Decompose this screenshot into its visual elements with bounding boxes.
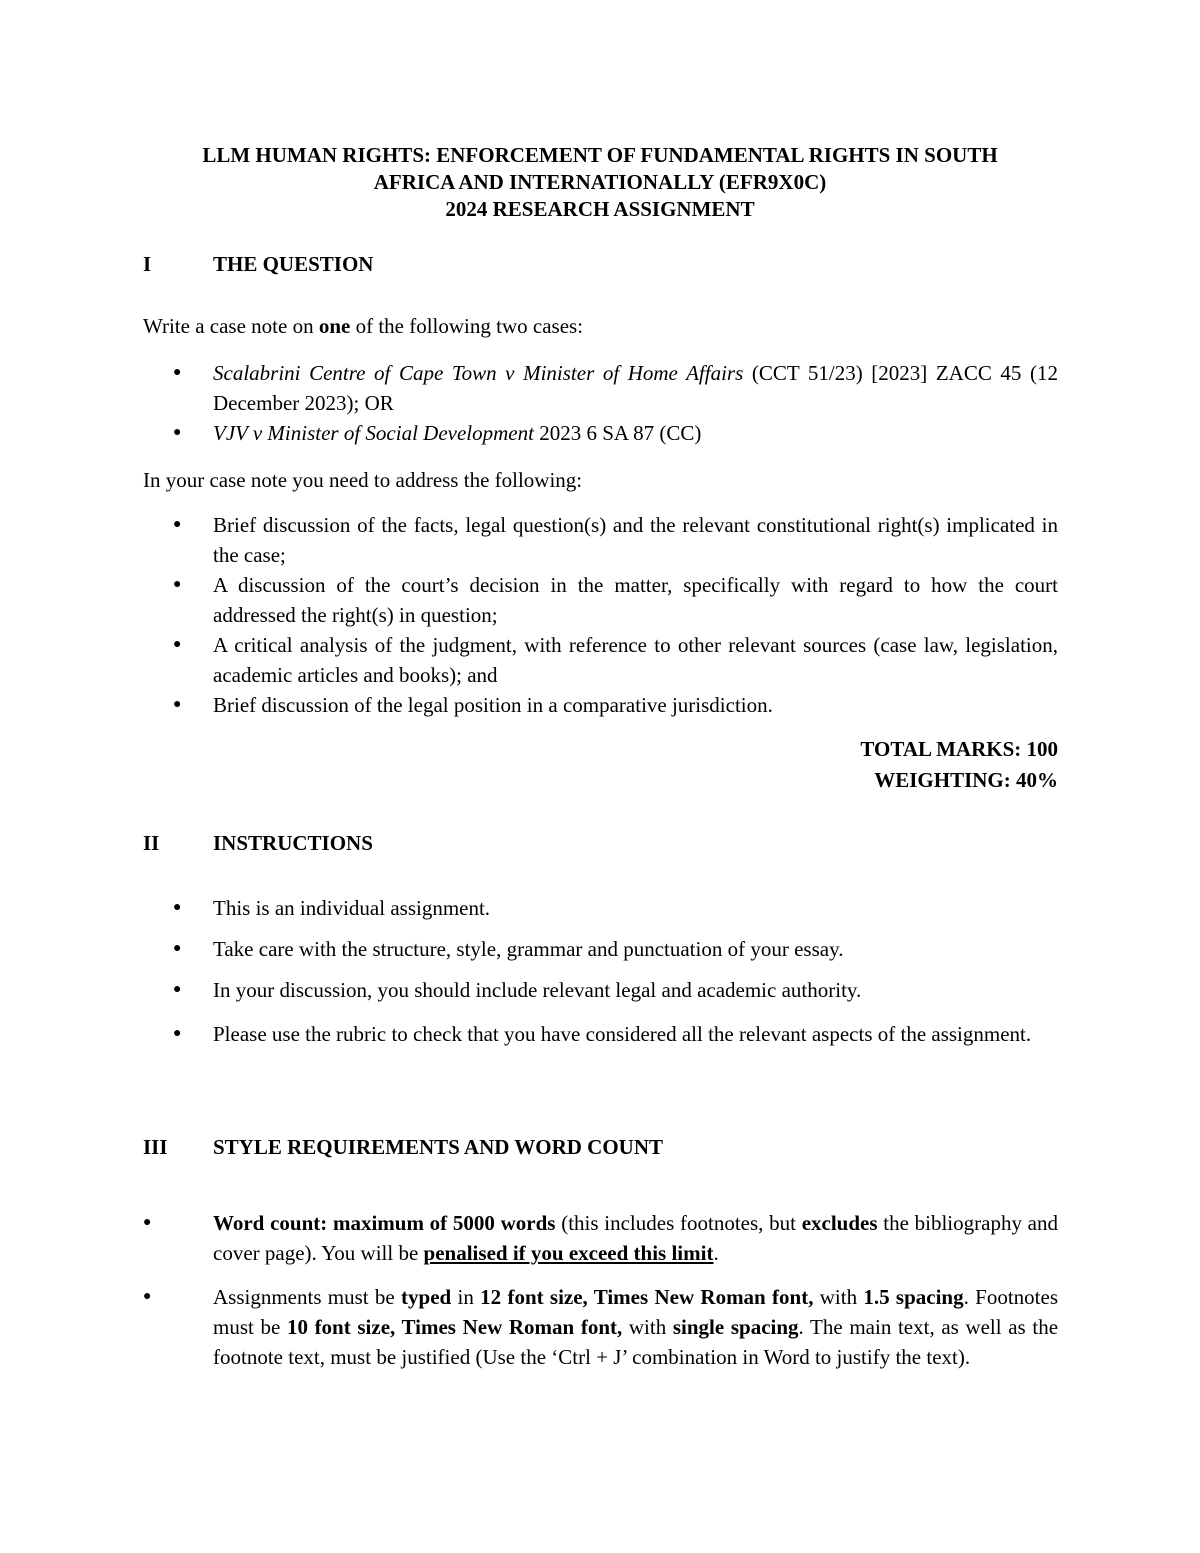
question-intro-text-end: of the following two cases: <box>350 314 584 338</box>
section-3-title: STYLE REQUIREMENTS AND WORD COUNT <box>213 1135 664 1159</box>
list-item-text: with <box>622 1315 673 1339</box>
emphasis-text: 10 font size, Times New Roman font, <box>286 1315 623 1339</box>
case-name: VJV v Minister of Social Development <box>213 421 534 445</box>
section-1-number: I <box>143 252 152 276</box>
list-item-text: . <box>713 1241 719 1265</box>
bullet-icon: ● <box>173 982 182 997</box>
section-1-heading <box>143 249 373 279</box>
list-item-text: Take care with the structure, style, grammar and punctuation of your essay. <box>213 937 844 961</box>
bullet-icon: ● <box>173 425 182 440</box>
total-marks: TOTAL MARKS: 100 <box>860 737 1058 761</box>
bullet-icon: ● <box>173 577 182 592</box>
list-item-text: A critical analysis of the judgment, with reference to other relevant sources (case law, legislation, academic articles and books); and <box>213 633 1058 687</box>
case-list <box>143 358 1058 448</box>
list-item-text: Brief discussion of the facts, legal question(s) and the relevant constitutional right(s) implicated in the case; <box>213 513 1058 567</box>
title-line-3: 2024 RESEARCH ASSIGNMENT <box>445 197 755 221</box>
instructions-list <box>143 893 1058 1063</box>
list-item <box>143 570 1058 630</box>
case-name: Scalabrini Centre of Cape Town v Minister of Home Affairs <box>213 361 744 385</box>
list-item <box>143 1282 1058 1372</box>
list-item-text: with <box>813 1285 864 1309</box>
style-requirements-list <box>143 1208 1058 1372</box>
bullet-icon: ● <box>173 365 182 380</box>
list-item <box>143 1016 1058 1052</box>
list-item <box>143 690 1058 720</box>
list-item <box>143 630 1058 690</box>
list-item-text: in <box>451 1285 481 1309</box>
list-item <box>143 358 1058 418</box>
list-item <box>143 934 1058 964</box>
list-item-text: Please use the rubric to check that you have considered all the relevant aspects of the assignment. <box>213 1022 1032 1046</box>
section-3-heading <box>143 1132 663 1162</box>
list-item <box>143 510 1058 570</box>
bullet-icon: ● <box>173 941 182 956</box>
question-intro <box>143 311 1058 341</box>
list-item-text: Brief discussion of the legal position in a comparative jurisdiction. <box>213 693 773 717</box>
bullet-icon: ● <box>143 1289 152 1304</box>
section-2-number: II <box>143 831 160 855</box>
bullet-icon: ● <box>173 637 182 652</box>
section-2-title: INSTRUCTIONS <box>213 831 373 855</box>
word-count-limit: Word count: maximum of 5000 words <box>213 1211 556 1235</box>
section-2-heading <box>143 828 373 858</box>
title-line-2: AFRICA AND INTERNATIONALLY (EFR9X0C) <box>373 170 827 194</box>
list-item-text: the bibliography and cover page). You will be <box>213 1211 1058 1265</box>
bullet-icon: ● <box>173 1026 182 1041</box>
list-item <box>143 893 1058 923</box>
emphasis-text: 1.5 spacing <box>863 1285 964 1309</box>
penalty-warning: penalised if you exceed this limit <box>423 1241 714 1265</box>
case-citation: (CCT 51/23) [2023] ZACC 45 (12 December 2023); OR <box>213 361 1058 415</box>
bullet-icon: ● <box>173 697 182 712</box>
weighting: WEIGHTING: 40% <box>874 768 1058 792</box>
list-item-text: . The main text, as well as the footnote text, must be justified (Use the ‘Ctrl + J’ combination in Word to justify the text). <box>213 1315 1059 1369</box>
bullet-icon: ● <box>173 517 182 532</box>
list-item <box>143 418 1058 448</box>
list-item <box>143 975 1058 1005</box>
bullet-icon: ● <box>173 900 182 915</box>
requirements-list <box>143 510 1058 720</box>
section-3-number: III <box>143 1135 168 1159</box>
section-1-title: THE QUESTION <box>213 252 374 276</box>
list-item-text: Assignments must be <box>213 1285 402 1309</box>
emphasis-text: 12 font size, Times New Roman font, <box>480 1285 814 1309</box>
list-item <box>143 1208 1058 1268</box>
address-intro: In your case note you need to address the following: <box>143 468 583 492</box>
bullet-icon: ● <box>143 1215 152 1230</box>
emphasis-text: excludes <box>801 1211 878 1235</box>
question-intro-text: Write a case note on <box>143 314 319 338</box>
document-title <box>140 142 1060 223</box>
list-item-text: . Footnotes must be <box>213 1285 1058 1339</box>
emphasis-text: single spacing <box>672 1315 799 1339</box>
question-intro-emphasis: one <box>318 314 351 338</box>
list-item-text: In your discussion, you should include relevant legal and academic authority. <box>213 978 862 1002</box>
case-citation: 2023 6 SA 87 (CC) <box>533 421 702 445</box>
title-line-1: LLM HUMAN RIGHTS: ENFORCEMENT OF FUNDAMENTAL RIGHTS IN SOUTH <box>202 143 998 167</box>
emphasis-text: typed <box>401 1285 452 1309</box>
list-item-text: A discussion of the court’s decision in the matter, specifically with regard to how the court addressed the right(s) in question; <box>213 573 1058 627</box>
list-item-text: (this includes footnotes, but <box>555 1211 802 1235</box>
list-item-text: This is an individual assignment. <box>213 896 491 920</box>
